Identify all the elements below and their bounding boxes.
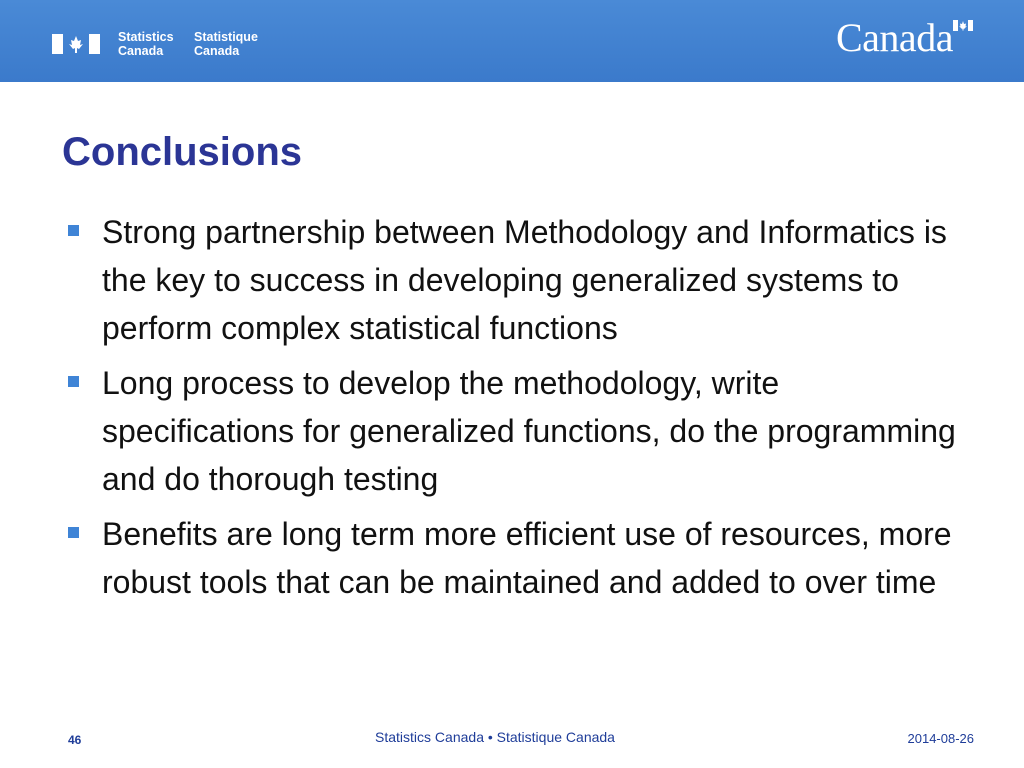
square-bullet-icon [68, 376, 79, 387]
agency-fr-line1: Statistique [194, 30, 258, 44]
footer-date: 2014-08-26 [907, 731, 974, 746]
bullet-list [62, 208, 962, 613]
bullet-text: Strong partnership between Methodology and Informatics is the key to success in developing generalized systems to perform complex statistical functions [102, 214, 947, 346]
agency-fr-line2: Canada [194, 44, 240, 58]
agency-en-line2: Canada [118, 44, 164, 58]
canada-flag-icon [52, 34, 100, 54]
agency-en-line1: Statistics [118, 30, 174, 44]
agency-name-english [118, 30, 174, 58]
square-bullet-icon [68, 225, 79, 236]
bullet-item [62, 359, 962, 503]
page-number: 46 [68, 733, 82, 747]
square-bullet-icon [68, 527, 79, 538]
slide-title: Conclusions [62, 130, 303, 174]
bullet-text: Long process to develop the methodology, write specifications for generalized functions, do the programming and do thorough testing [102, 365, 956, 497]
bullet-item [62, 510, 962, 606]
bullet-text: Benefits are long term more efficient use of resources, more robust tools that can be maintained and added to over time [102, 516, 952, 600]
agency-name-french [194, 30, 258, 58]
canada-wordmark: Canada [836, 15, 953, 60]
header-banner [0, 0, 1024, 82]
bullet-item [62, 208, 962, 352]
footer-agency-text: Statistics Canada • Statistique Canada [375, 729, 615, 745]
wordmark-flag-icon [953, 20, 973, 31]
